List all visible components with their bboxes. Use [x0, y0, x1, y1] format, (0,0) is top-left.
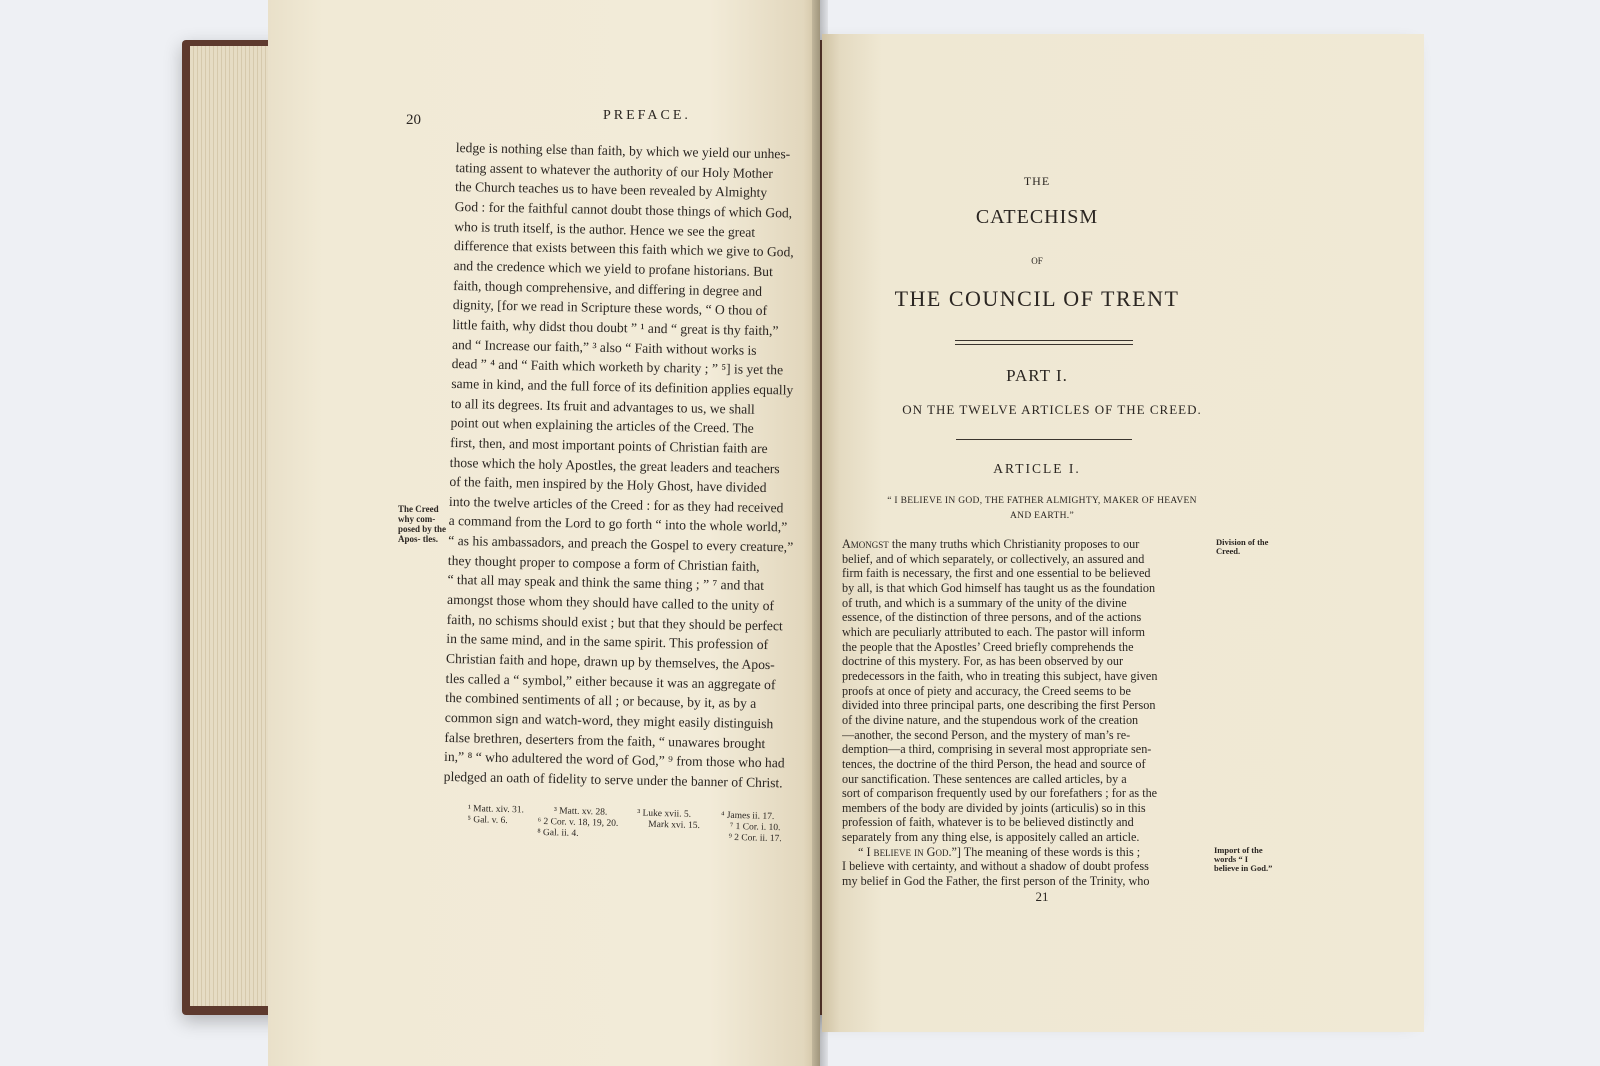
left-page — [268, 0, 820, 1066]
text-line — [842, 537, 1212, 552]
text-line: firm faith is necessary, the first and one essential to be believed — [842, 566, 1151, 581]
text-line: those which the holy Apostles, the great leaders and teachers — [449, 454, 780, 476]
article-heading: ARTICLE I. — [993, 461, 1081, 476]
side-note-creed: The Creed why com- posed by the Apos- tles. — [398, 504, 447, 544]
text-line: my belief in God the Father, the first person of the Trinity, who — [842, 874, 1150, 889]
text-line: Christian faith and hope, drawn up by themselves, the Apos- — [445, 650, 775, 673]
text-line: predecessors in the faith, who in treating this subject, have given — [842, 668, 1158, 683]
text-line: sort of comparison frequently used by our forefathers ; for as the — [842, 786, 1158, 801]
text-line: proofs at once of piety and accuracy, the Creed seems to be — [842, 683, 1131, 698]
text-line — [842, 845, 1212, 860]
text-line: ledge is nothing else than faith, by which we yield our unhes- — [455, 139, 791, 162]
part-subtitle: ON THE TWELVE ARTICLES OF THE CREED. — [902, 402, 1202, 417]
text-line: dignity, [for we read in Scripture these words, “ O thou of — [452, 297, 768, 319]
para-open: “ I believe in God.”] — [858, 844, 961, 859]
text-line: difference that exists between this faith which we give to God, — [453, 238, 794, 260]
text-line: our sanctification. These sentences are called articles, by a — [842, 771, 1127, 786]
text-line: of truth, and which is a summary of the unity of the divine — [842, 595, 1127, 610]
text-line: and the credence which we yield to profane historians. But — [453, 257, 773, 280]
footnote: ⁵ Gal. v. 6. — [467, 814, 508, 827]
text-line: in the same mind, and in the same spirit. This profession of — [446, 631, 769, 653]
text-line: who is truth itself, is the author. Hence we see the great — [454, 218, 756, 240]
text-line: into the twelve articles of the Creed : for as they had received — [448, 493, 784, 516]
text-line: by all, is that which God himself has taught us as the foundation — [842, 580, 1156, 595]
text-line: amongst those whom they should have called to the unity of — [446, 592, 775, 614]
text-line: belief, and of which separately, or collectively, an assured and — [842, 551, 1145, 566]
text-line: the Church teaches us to have been revealed by Almighty — [454, 179, 768, 201]
text-line: tating assent to whatever the authority of our Holy Mother — [455, 159, 774, 181]
article-quote-line: “ I BELIEVE IN GOD, THE FATHER ALMIGHTY, MAKER OF HEAVEN — [887, 496, 1197, 506]
article-quote — [862, 494, 1222, 524]
text-line: pledged an oath of fidelity to serve under the banner of Christ. — [443, 768, 783, 791]
text-line: point out when explaining the articles of the Creed. The — [450, 415, 754, 436]
text-line: common sign and watch-word, they might easily distinguish — [444, 709, 774, 732]
text-line: the combined sentiments of all ; or because, by it, as by a — [445, 690, 757, 712]
text-line: “ that all may speak and think the same thing ; ” ⁷ and that — [447, 572, 765, 594]
article-quote-line: AND EARTH.” — [1010, 511, 1074, 521]
first-word: Amongst — [842, 537, 889, 551]
footnote: ³ Luke xvii. 5. — [637, 808, 692, 820]
text-line: demption—a third, comprising in several most appropriate sen- — [842, 742, 1152, 757]
text-line: profession of faith, whatever is to be believed distinctly and — [842, 815, 1134, 830]
text-line: they thought proper to compose a form of Christian faith, — [447, 552, 760, 574]
text-line: tles called a “ symbol,” either because it was an aggregate of — [445, 670, 776, 692]
text-line: God : for the faithful cannot doubt those things of which God, — [454, 198, 793, 221]
text-line: members of the body are divided by joints (articulis) so in this — [842, 800, 1146, 815]
side-note-import: Import of the words “ I believe in God.” — [1214, 845, 1273, 873]
text-line: of the faith, men inspired by the Holy Ghost, have divided — [449, 474, 767, 496]
title-of: OF — [1031, 256, 1043, 266]
text-line: which are peculiarly attributed to each. The pastor will inform — [842, 624, 1146, 639]
footnote: ⁴ James ii. 17. — [720, 810, 775, 823]
text-line: to all its degrees. Its fruit and advantages to us, we shall — [450, 395, 755, 417]
running-head: PREFACE. — [603, 108, 691, 123]
page-number-left: 20 — [406, 112, 421, 128]
text-line: separately from any thing else, is appositely called an article. — [842, 830, 1140, 845]
text-line-content: The meaning of these words is this ; — [960, 844, 1141, 859]
footnote: ³ Matt. xv. 28. — [553, 806, 608, 818]
footnote: Mark xvi. 15. — [648, 819, 701, 832]
text-line-content: the many truths which Christianity proposes to our — [891, 537, 1140, 551]
text-line: tences, the doctrine of the third Person, the head and source of — [842, 756, 1146, 771]
text-line: dead ” ⁴ and “ Faith which worketh by charity ; ” ⁵] is yet the — [451, 356, 784, 378]
rule — [956, 439, 1132, 440]
side-note-division: Division of the Creed. — [1216, 537, 1269, 556]
text-line: the people that the Apostles’ Creed briefly comprehends the — [842, 639, 1134, 654]
footnotes — [467, 804, 808, 846]
text-line: divided into three principal parts, one describing the first Person — [842, 698, 1156, 713]
text-line: false brethren, deserters from the faith, “ unawares brought — [444, 729, 766, 751]
text-line: a command from the Lord to go forth “ into the whole world,” — [448, 513, 788, 535]
part-heading: PART I. — [1006, 366, 1068, 385]
footnote: ⁷ 1 Cor. i. 10. — [729, 821, 781, 834]
text-line: in,” ⁸ “ who adultered the word of God,” ⁹ from those who had — [443, 749, 785, 771]
text-line: faith, no schisms should exist ; but that they should be perfect — [446, 611, 783, 634]
title-council: THE COUNCIL OF TRENT — [894, 286, 1180, 311]
title-the: THE — [1023, 174, 1051, 188]
right-page — [822, 34, 1424, 1032]
text-line: doctrine of this mystery. For, as has been observed by our — [842, 654, 1124, 669]
text-line: first, then, and most important points of Christian faith are — [450, 434, 768, 456]
page-number-right: 21 — [1035, 889, 1049, 904]
text-line: “ as his ambassadors, and preach the Gospel to every creature,” — [448, 533, 794, 555]
footnote: ¹ Matt. xiv. 31. — [467, 804, 525, 816]
footnote: ⁹ 2 Cor. ii. 17. — [728, 832, 782, 845]
text-line: and “ Increase our faith,” ³ also “ Faith without works is — [451, 336, 757, 358]
left-body-text — [444, 138, 814, 793]
footnote: ⁸ Gal. ii. 4. — [537, 827, 579, 839]
text-line: little faith, why didst thou doubt ” ¹ and “ great is thy faith,” — [452, 316, 779, 339]
text-line: of the divine nature, and the stupendous work of the creation — [842, 712, 1139, 727]
title-catechism: CATECHISM — [975, 206, 1099, 228]
text-line: —another, the second Person, and the mystery of man’s re- — [842, 727, 1131, 742]
double-rule — [955, 340, 1133, 345]
text-line: same in kind, and the full force of its definition applies equally — [451, 375, 794, 398]
text-line: faith, though comprehensive, and differing in degree and — [453, 277, 763, 299]
text-line: essence, of the distinction of three persons, and of the actions — [842, 610, 1142, 625]
page-edges — [190, 46, 280, 1006]
text-line: I believe with certainty, and without a shadow of doubt profess — [842, 859, 1149, 874]
footnote: ⁶ 2 Cor. v. 18, 19, 20. — [537, 816, 619, 829]
right-body-text — [842, 537, 1212, 889]
